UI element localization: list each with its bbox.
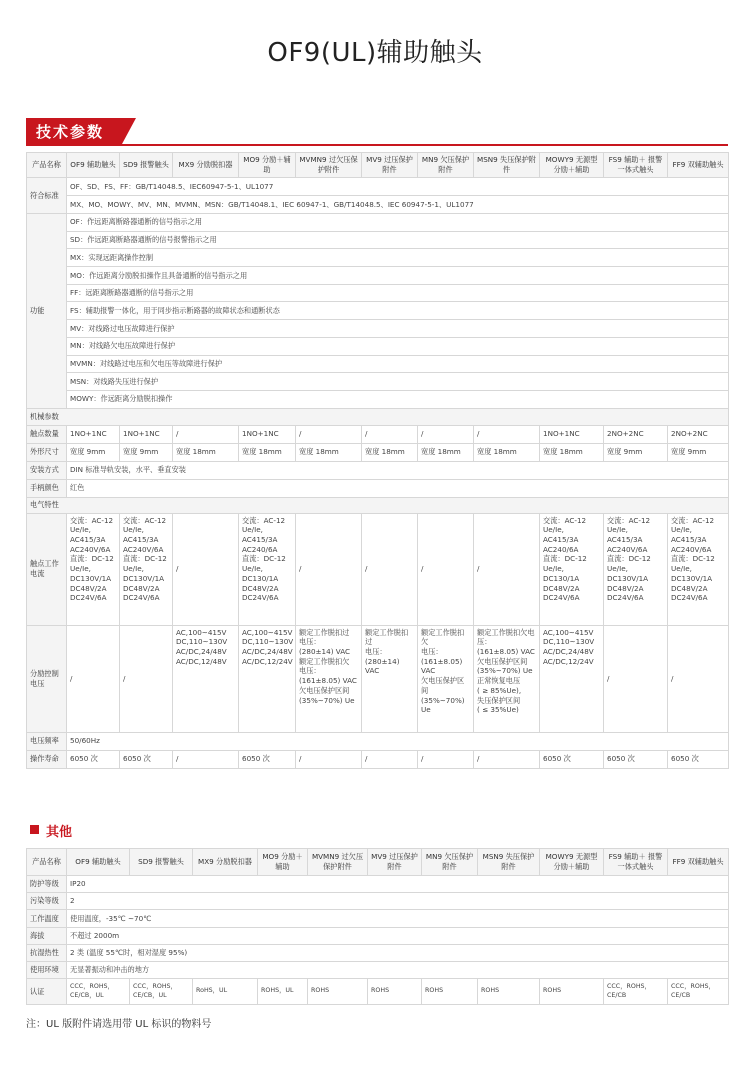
header-product: MSN9 失压保护附件 xyxy=(478,849,540,876)
header-product: MVMN9 过欠压保护附件 xyxy=(308,849,368,876)
row-label: 防护等级 xyxy=(27,876,67,893)
table-cell: 无显著振动和冲击的地方 xyxy=(67,961,729,978)
table-cell: ROHS xyxy=(422,979,478,1005)
table-row xyxy=(27,750,729,768)
table-cell: CCC，ROHS，CE/CB xyxy=(668,979,729,1005)
footnote: 注：UL 版附件请选用带 UL 标识的物料号 xyxy=(26,1019,212,1030)
table-cell: 宽度 18mm xyxy=(296,443,362,461)
table-cell: MO：作远距离分励脱扣操作且具备通断的信号指示之用 xyxy=(67,267,729,285)
table-row xyxy=(27,355,729,373)
table-row xyxy=(27,961,729,978)
table-row xyxy=(27,267,729,285)
table-cell: 6050 次 xyxy=(239,750,296,768)
row-label: 外形尺寸 xyxy=(27,443,67,461)
header-product-name: 产品名称 xyxy=(27,849,67,876)
table-row xyxy=(27,425,729,443)
header-product: MX9 分励脱扣器 xyxy=(173,153,239,178)
table-cell: ROHS xyxy=(478,979,540,1005)
table-cell: 额定工作脱扣欠 电压： (161±8.05) VAC 欠电压保护区间 (35%~70%) Ue xyxy=(418,625,474,732)
table-row xyxy=(27,732,729,750)
row-label: 操作寿命 xyxy=(27,750,67,768)
header-product: FF9 双辅助触头 xyxy=(668,153,729,178)
header-product: FF9 双辅助触头 xyxy=(668,849,729,876)
table-cell: / xyxy=(120,625,173,732)
table-cell: 额定工作脱扣过 电压： (280±14) VAC 额定工作脱扣欠 电压： (161±8.05) VAC 欠电压保护区间 (35%~70%) Ue xyxy=(296,625,362,732)
table-cell: 交流：AC-12 Ue/Ie, AC415/3A AC240/6A 直流：DC-12 Ue/Ie, DC130/1A DC48V/2A DC24V/6A xyxy=(540,513,604,625)
table-cell: / xyxy=(418,750,474,768)
table-cell: FS：辅助报警一体化，用于同步指示断路器的故障状态和通断状态 xyxy=(67,302,729,320)
header-product: FS9 辅助＋ 报警一体式触头 xyxy=(604,153,668,178)
group-label: 机械参数 xyxy=(27,408,729,425)
table-cell: / xyxy=(296,750,362,768)
header-product: MOWY9 无源型 分励＋辅助 xyxy=(540,849,604,876)
table-cell: 交流：AC-12 Ue/Ie, AC415/3A AC240V/6A 直流：DC-12 Ue/Ie, DC130V/1A DC48V/2A DC24V/6A xyxy=(668,513,729,625)
table-cell: RoHS，UL xyxy=(193,979,258,1005)
other-params-table xyxy=(26,848,729,1005)
table-cell: 使用温度，-35℃ ~70℃ xyxy=(67,910,729,927)
row-label: 手柄颜色 xyxy=(27,479,67,497)
table-cell: / xyxy=(362,425,418,443)
table-cell: 宽度 18mm xyxy=(362,443,418,461)
table-cell: 宽度 9mm xyxy=(668,443,729,461)
table-cell: / xyxy=(173,750,239,768)
group-label: 电气特性 xyxy=(27,497,729,513)
table-row xyxy=(27,408,729,425)
table-cell: / xyxy=(173,425,239,443)
row-label: 抗湿热性 xyxy=(27,944,67,961)
table-cell: 6050 次 xyxy=(604,750,668,768)
table-row xyxy=(27,849,729,876)
header-product: MVMN9 过欠压保护附件 xyxy=(296,153,362,178)
section-title: 其他 xyxy=(46,825,73,840)
table-cell: MSN：对线路失压进行保护 xyxy=(67,373,729,391)
table-row xyxy=(27,876,729,893)
table-cell: MV：对线路过电压故障进行保护 xyxy=(67,320,729,338)
table-cell: 6050 次 xyxy=(540,750,604,768)
header-product: OF9 辅助触头 xyxy=(67,153,120,178)
table-row xyxy=(27,178,729,196)
table-row xyxy=(27,927,729,944)
header-product: FS9 辅助＋ 报警一体式触头 xyxy=(604,849,668,876)
table-cell: OF：作远距离断路器通断的信号指示之用 xyxy=(67,214,729,232)
table-row xyxy=(27,497,729,513)
row-label: 海拔 xyxy=(27,927,67,944)
row-label: 工作温度 xyxy=(27,910,67,927)
table-cell: MVMN：对线路过电压和欠电压等故障进行保护 xyxy=(67,355,729,373)
table-cell: / xyxy=(418,425,474,443)
table-row xyxy=(27,337,729,355)
table-cell: / xyxy=(668,625,729,732)
row-label: 触点工作电流 xyxy=(27,513,67,625)
table-cell: / xyxy=(474,513,540,625)
header-product: MSN9 失压保护附件 xyxy=(474,153,540,178)
table-row xyxy=(27,153,729,178)
table-cell: ROHS，UL xyxy=(258,979,308,1005)
table-cell: / xyxy=(296,425,362,443)
row-label: 功能 xyxy=(27,214,67,409)
table-cell: / xyxy=(474,425,540,443)
row-label: 污染等级 xyxy=(27,893,67,910)
table-cell: / xyxy=(296,513,362,625)
header-product: MV9 过压保护附件 xyxy=(362,153,418,178)
table-cell: AC,100~415V DC,110~130V AC/DC,24/48V AC/DC,12/24V xyxy=(239,625,296,732)
header-product: MV9 过压保护附件 xyxy=(368,849,422,876)
table-row xyxy=(27,231,729,249)
table-cell: MOWY：作远距离分励脱扣操作 xyxy=(67,390,729,408)
table-cell: 额定工作脱扣过 电压： (280±14) VAC xyxy=(362,625,418,732)
table-cell: ROHS xyxy=(540,979,604,1005)
table-row xyxy=(27,284,729,302)
table-row xyxy=(27,944,729,961)
table-cell: CCC，ROHS，CE/CB xyxy=(604,979,668,1005)
row-label: 使用环境 xyxy=(27,961,67,978)
table-row xyxy=(27,979,729,1005)
table-cell: CCC，ROHS，CE/CB，UL xyxy=(130,979,193,1005)
header-product: MN9 欠压保护附件 xyxy=(422,849,478,876)
header-product: MO9 分励＋辅助 xyxy=(239,153,296,178)
table-row xyxy=(27,893,729,910)
table-cell: SD：作远距离断路器通断的信号报警指示之用 xyxy=(67,231,729,249)
table-cell: 红色 xyxy=(67,479,729,497)
table-cell: MX、MO、MOWY、MV、MN、MVMN、MSN：GB/T14048.1、IEC 60947-1、GB/T14048.5、IEC 60947-5-1、UL1077 xyxy=(67,196,729,214)
table-row xyxy=(27,513,729,625)
table-cell: 宽度 18mm xyxy=(239,443,296,461)
table-cell: 宽度 18mm xyxy=(418,443,474,461)
table-cell: 2 xyxy=(67,893,729,910)
table-row xyxy=(27,461,729,479)
table-row xyxy=(27,390,729,408)
table-cell: 1NO+1NC xyxy=(239,425,296,443)
row-label: 分励控制电压 xyxy=(27,625,67,732)
table-cell: 交流：AC-12 Ue/Ie, AC415/3A AC240/6A 直流：DC-12 Ue/Ie, DC130/1A DC48V/2A DC24V/6A xyxy=(239,513,296,625)
table-cell: MN：对线路欠电压故障进行保护 xyxy=(67,337,729,355)
table-row xyxy=(27,479,729,497)
table-cell: 1NO+1NC xyxy=(67,425,120,443)
table-row xyxy=(27,302,729,320)
header-product: OF9 辅助触头 xyxy=(67,849,130,876)
table-cell: / xyxy=(418,513,474,625)
table-cell: ROHS xyxy=(368,979,422,1005)
table-cell: / xyxy=(474,750,540,768)
header-product: MO9 分励＋辅助 xyxy=(258,849,308,876)
table-cell: / xyxy=(362,750,418,768)
table-cell: 交流：AC-12 Ue/Ie, AC415/3A AC240V/6A 直流：DC-12 Ue/Ie, DC130V/1A DC48V/2A DC24V/6A xyxy=(67,513,120,625)
header-product: SD9 报警触头 xyxy=(120,153,173,178)
table-cell: 交流：AC-12 Ue/Ie, AC415/3A AC240V/6A 直流：DC-12 Ue/Ie, DC130V/1A DC48V/2A DC24V/6A xyxy=(120,513,173,625)
table-cell: IP20 xyxy=(67,876,729,893)
table-cell: 交流：AC-12 Ue/Ie, AC415/3A AC240V/6A 直流：DC-12 Ue/Ie, DC130V/1A DC48V/2A DC24V/6A xyxy=(604,513,668,625)
table-cell: 额定工作脱扣欠电 压： (161±8.05) VAC 欠电压保护区间 (35%~70%) Ue 正常恢复电压 ( ≥ 85%Ue), 失压保护区间 ( ≤ 35%Ue) xyxy=(474,625,540,732)
section-title: 技术参数 xyxy=(36,123,105,141)
table-cell: 宽度 18mm xyxy=(173,443,239,461)
table-cell: 6050 次 xyxy=(120,750,173,768)
table-cell: MX：实现远距离操作控制 xyxy=(67,249,729,267)
table-row xyxy=(27,249,729,267)
header-product: SD9 报警触头 xyxy=(130,849,193,876)
table-cell: 宽度 18mm xyxy=(474,443,540,461)
table-cell: 宽度 9mm xyxy=(120,443,173,461)
table-cell: 2NO+2NC xyxy=(604,425,668,443)
table-row xyxy=(27,625,729,732)
row-label: 电压频率 xyxy=(27,732,67,750)
row-label: 符合标准 xyxy=(27,178,67,214)
table-cell: AC,100~415V DC,110~130V AC/DC,24/48V AC/DC,12/48V xyxy=(173,625,239,732)
header-product: MOWY9 无源型 分励＋辅助 xyxy=(540,153,604,178)
header-product: MN9 欠压保护附件 xyxy=(418,153,474,178)
table-cell: 宽度 18mm xyxy=(540,443,604,461)
table-cell: 2NO+2NC xyxy=(668,425,729,443)
section-header-tech-params xyxy=(26,118,728,146)
table-row xyxy=(27,443,729,461)
tech-params-table xyxy=(26,152,729,769)
table-cell: 1NO+1NC xyxy=(540,425,604,443)
table-cell: 宽度 9mm xyxy=(604,443,668,461)
table-row xyxy=(27,196,729,214)
table-cell: DIN 标准导轨安装，水平、垂直安装 xyxy=(67,461,729,479)
table-cell: 50/60Hz xyxy=(67,732,729,750)
table-cell: 6050 次 xyxy=(67,750,120,768)
table-cell: 6050 次 xyxy=(668,750,729,768)
table-cell: 2 类 (温度 55℃时，相对湿度 95%) xyxy=(67,944,729,961)
table-cell: AC,100~415V DC,110~130V AC/DC,24/48V AC/DC,12/24V xyxy=(540,625,604,732)
table-cell: 1NO+1NC xyxy=(120,425,173,443)
table-cell: FF：远距离断路器通断的信号指示之用 xyxy=(67,284,729,302)
header-product: MX9 分励脱扣器 xyxy=(193,849,258,876)
table-cell: / xyxy=(67,625,120,732)
table-row xyxy=(27,320,729,338)
page-title: OF9(UL)辅助触头 xyxy=(267,38,483,68)
row-label: 认证 xyxy=(27,979,67,1005)
table-row xyxy=(27,910,729,927)
table-cell: CCC，ROHS，CE/CB，UL xyxy=(67,979,130,1005)
table-row xyxy=(27,373,729,391)
table-cell: / xyxy=(173,513,239,625)
header-product-name: 产品名称 xyxy=(27,153,67,178)
table-cell: 宽度 9mm xyxy=(67,443,120,461)
row-label: 安装方式 xyxy=(27,461,67,479)
table-cell: / xyxy=(604,625,668,732)
table-cell: OF、SD、FS、FF：GB/T14048.5、IEC60947-5-1、UL1077 xyxy=(67,178,729,196)
table-row xyxy=(27,214,729,232)
table-cell: 不超过 2000m xyxy=(67,927,729,944)
table-cell: / xyxy=(362,513,418,625)
row-label: 触点数量 xyxy=(27,425,67,443)
table-cell: ROHS xyxy=(308,979,368,1005)
